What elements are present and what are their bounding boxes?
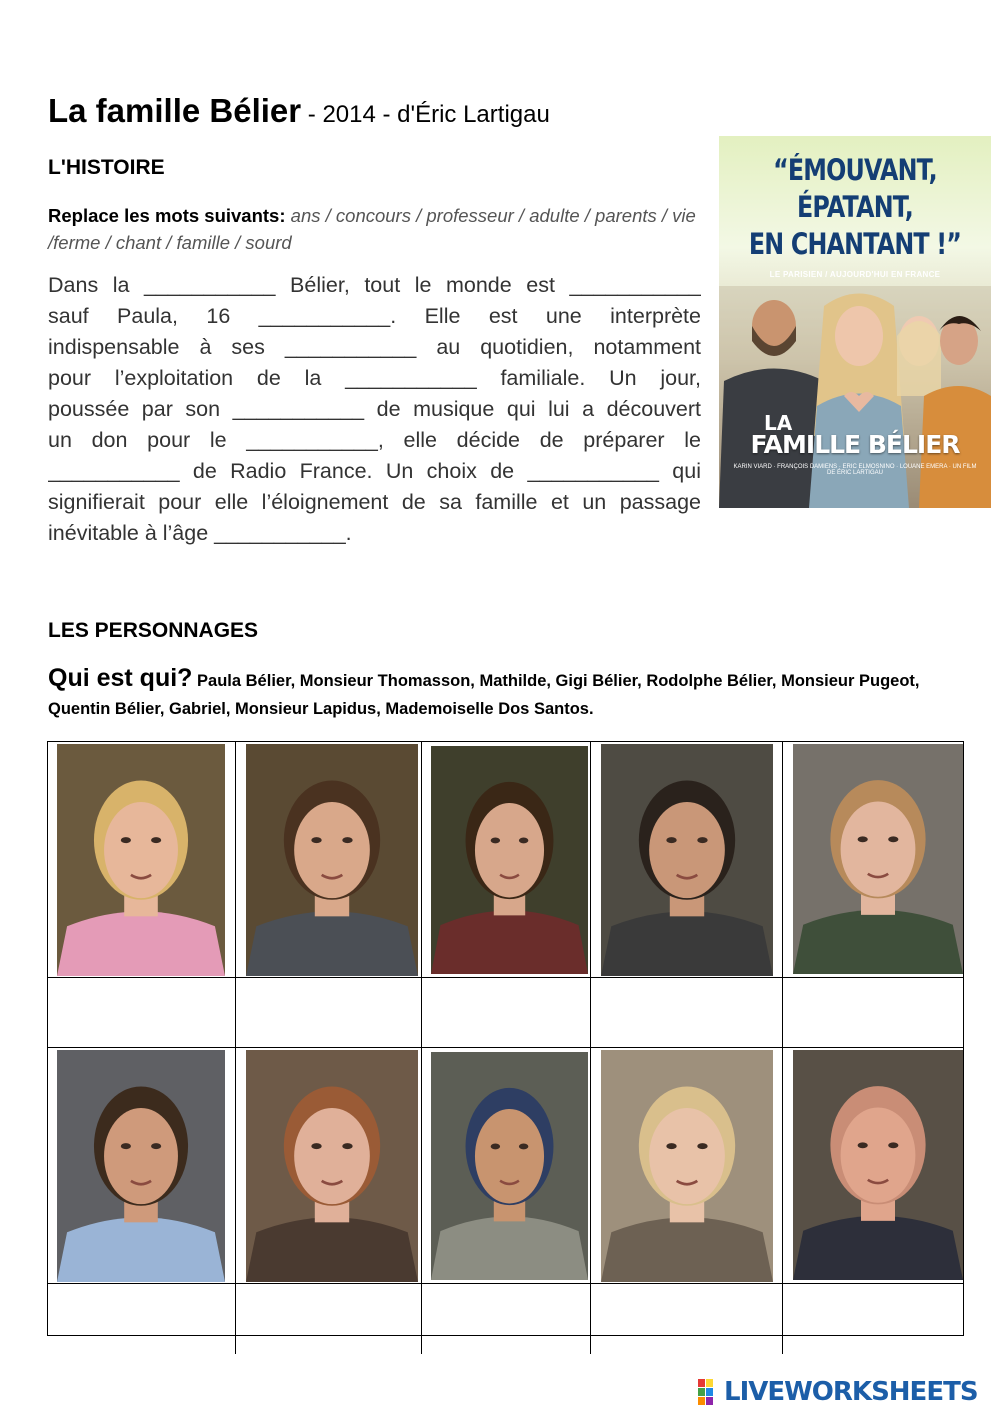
answer-cell[interactable]	[783, 978, 965, 1048]
poster-credits: KARIN VIARD · FRANÇOIS DAMIENS · ERIC ELMOSNINO · LOUANE EMERA · UN FILM DE ÉRIC LARTIGAU	[733, 464, 977, 476]
photo-cell	[48, 1048, 236, 1284]
question: Qui est qui?	[48, 664, 193, 692]
poster-quote-line: EN CHANTANT !”	[748, 227, 962, 261]
liveworksheets-icon	[698, 1379, 722, 1405]
answer-cell[interactable]	[783, 1284, 965, 1354]
story-text	[48, 270, 701, 549]
poster-quote	[743, 152, 966, 263]
portrait-curly-young-man	[246, 744, 418, 976]
section-heading-personnages: LES PERSONNAGES	[48, 619, 259, 642]
movie-poster	[719, 136, 991, 508]
answer-cell[interactable]	[236, 978, 422, 1048]
answer-cell[interactable]	[422, 1284, 591, 1354]
story-line: sauf Paula, 16 ___________. Elle est une interprète	[48, 304, 701, 328]
poster-title: FAMILLE BÉLIER	[750, 430, 960, 459]
word-bank: ans / concours / professeur / adulte / parents / vie /ferme / chant / famille / sourd	[48, 205, 696, 253]
story-line: ___________ de Radio France. Un choix de ___________ qui	[48, 459, 701, 483]
photo-row	[48, 1048, 963, 1284]
portrait-teen-boy	[431, 746, 588, 974]
answer-cell[interactable]	[591, 978, 783, 1048]
photo-cell	[591, 1048, 783, 1284]
film-year-director: - 2014 - d'Éric Lartigau	[301, 101, 550, 128]
story-line: pour l’exploitation de la ___________ familiale. Un jour,	[48, 366, 701, 390]
portrait-blonde-woman	[57, 744, 225, 976]
poster-title-la: LA	[764, 411, 793, 435]
portrait-curly-man-scarf	[601, 744, 773, 976]
story-line: un don pour le ___________, elle décide de préparer le	[48, 428, 701, 452]
photo-cell	[783, 742, 965, 978]
answer-cell[interactable]	[422, 978, 591, 1048]
photo-cell	[236, 742, 422, 978]
photo-row	[48, 742, 963, 978]
photo-cell	[783, 1048, 965, 1284]
story-line: indispensable à ses ___________ au quotidien, notamment	[48, 335, 701, 359]
poster-critic: LE PARISIEN / AUJOURD'HUI EN FRANCE	[769, 270, 941, 279]
character-grid	[47, 741, 964, 1336]
answer-cell[interactable]	[591, 1284, 783, 1354]
page-title	[48, 92, 550, 130]
poster-quote-line: ÉPATANT,	[796, 190, 914, 224]
section-heading-histoire: L'HISTOIRE	[48, 156, 165, 179]
portrait-red-haired-girl	[246, 1050, 418, 1282]
photo-cell	[422, 742, 591, 978]
portrait-smiling-blonde-girl	[601, 1050, 773, 1282]
answer-row	[48, 978, 963, 1048]
photo-cell	[48, 742, 236, 978]
character-names: Paula Bélier, Monsieur Thomasson, Mathilde, Gigi Bélier, Rodolphe Bélier, Monsieur Pugeot, Quentin Bélier, Gabriel, Monsieur Lapidus, Mademoiselle Dos Santos.	[48, 672, 920, 718]
instruction	[48, 202, 698, 256]
story-line: inévitable à l’âge ___________.	[48, 521, 352, 545]
story-line: signifierait pour elle l’éloignement de sa famille et un passage	[48, 490, 701, 514]
poster-quote-line: “ÉMOUVANT,	[773, 153, 937, 187]
photo-cell	[591, 742, 783, 978]
answer-cell[interactable]	[48, 978, 236, 1048]
logo-text: LIVEWORKSHEETS	[724, 1377, 978, 1407]
instruction-label: Replace les mots suivants:	[48, 205, 286, 226]
portrait-man-blue-shirt	[57, 1050, 225, 1282]
liveworksheets-logo	[698, 1377, 978, 1407]
answer-row	[48, 1284, 963, 1354]
portrait-woman-earrings	[793, 744, 963, 974]
answer-cell[interactable]	[236, 1284, 422, 1354]
story-line: Dans la ___________ Bélier, tout le monde est ___________	[48, 273, 701, 297]
portrait-bald-older-man	[793, 1050, 963, 1280]
story-line: poussée par son ___________ de musique qui lui a découvert	[48, 397, 701, 421]
qui-est-qui	[48, 664, 968, 723]
photo-cell	[422, 1048, 591, 1284]
answer-cell[interactable]	[48, 1284, 236, 1354]
photo-cell	[236, 1048, 422, 1284]
film-title: La famille Bélier	[48, 92, 302, 129]
portrait-bearded-man-cap	[431, 1052, 588, 1280]
